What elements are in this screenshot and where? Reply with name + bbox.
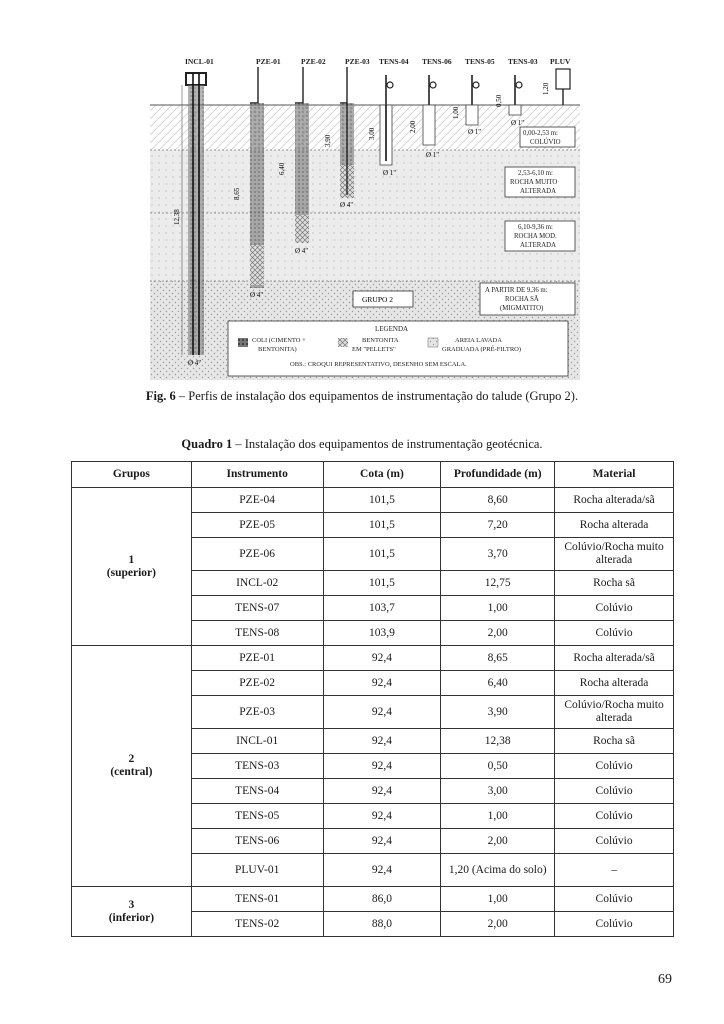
legend-item: EM "PELLETS" bbox=[352, 346, 396, 353]
material-cell: Colúvio bbox=[555, 804, 674, 829]
elevation-cell: 103,9 bbox=[323, 621, 441, 646]
instrument-cell: PZE-01 bbox=[191, 646, 323, 671]
elevation-cell: 88,0 bbox=[323, 912, 441, 937]
material-cell: Colúvio bbox=[555, 779, 674, 804]
layer-name: (MIGMATITO) bbox=[500, 305, 544, 312]
depth-cell: 1,20 (Acima do solo) bbox=[441, 854, 555, 887]
instrument-label: PZE-02 bbox=[301, 57, 326, 66]
table-row bbox=[72, 887, 674, 912]
elevation-cell: 103,7 bbox=[323, 596, 441, 621]
layer-name: ALTERADA bbox=[520, 242, 556, 249]
column-header: Profundidade (m) bbox=[441, 462, 555, 488]
column-header: Material bbox=[555, 462, 674, 488]
depth-label: 3,90 bbox=[324, 134, 332, 147]
legend-note: OBS.: CROQUI REPRESENTATIVO, DESENHO SEM ESCALA. bbox=[290, 361, 467, 368]
group-cell bbox=[72, 887, 192, 937]
legend-item: GRADUADA (PRÉ-FILTRO) bbox=[442, 346, 522, 353]
depth-cell: 1,00 bbox=[441, 596, 555, 621]
material-cell: Colúvio bbox=[555, 754, 674, 779]
instrument-cell: PZE-03 bbox=[191, 696, 323, 729]
figure-legend bbox=[228, 321, 568, 376]
depth-label: 1,00 bbox=[452, 106, 460, 119]
table-row bbox=[72, 646, 674, 671]
depth-cell: 2,00 bbox=[441, 621, 555, 646]
legend-item: COLI (CIMENTO + bbox=[252, 337, 306, 344]
elevation-cell: 101,5 bbox=[323, 488, 441, 513]
diameter-label: Ø 4" bbox=[295, 247, 309, 255]
depth-label: 6,40 bbox=[278, 162, 286, 175]
elevation-cell: 101,5 bbox=[323, 571, 441, 596]
instrument-cell: TENS-04 bbox=[191, 779, 323, 804]
material-cell: Rocha alterada/sã bbox=[555, 488, 674, 513]
instrument-label: PZE-03 bbox=[345, 57, 370, 66]
diameter-label: Ø 4" bbox=[340, 201, 354, 209]
elevation-cell: 92,4 bbox=[323, 671, 441, 696]
instrument-cell: INCL-01 bbox=[191, 729, 323, 754]
column-header: Instrumento bbox=[191, 462, 323, 488]
layer-range: 2,53-6,10 m: bbox=[518, 170, 553, 177]
material-cell: – bbox=[555, 854, 674, 887]
elevation-cell: 92,4 bbox=[323, 754, 441, 779]
material-cell: Colúvio bbox=[555, 887, 674, 912]
elevation-cell: 92,4 bbox=[323, 646, 441, 671]
sand-swatch-icon bbox=[428, 338, 438, 347]
table-header-row bbox=[72, 462, 674, 488]
instrument-cell: INCL-02 bbox=[191, 571, 323, 596]
instrument-cell: PZE-05 bbox=[191, 513, 323, 538]
elevation-cell: 92,4 bbox=[323, 854, 441, 887]
legend-item: AREIA LAVADA bbox=[455, 337, 502, 344]
group-subtitle: (central) bbox=[110, 766, 153, 778]
instrument-label: PZE-01 bbox=[256, 57, 281, 66]
depth-cell: 6,40 bbox=[441, 671, 555, 696]
material-cell: Colúvio bbox=[555, 829, 674, 854]
instrument-cell: TENS-06 bbox=[191, 829, 323, 854]
figure-caption bbox=[0, 389, 724, 404]
depth-cell: 12,38 bbox=[441, 729, 555, 754]
legend-item: BENTONITA) bbox=[258, 346, 297, 353]
instrumentation-table bbox=[71, 461, 674, 937]
instrument-label: TENS-06 bbox=[422, 57, 452, 66]
instrument-cell: TENS-05 bbox=[191, 804, 323, 829]
material-cell: Colúvio/Rocha muito alterada bbox=[555, 696, 674, 729]
group-cell bbox=[72, 488, 192, 646]
figure-caption-label: Fig. 6 bbox=[145, 389, 176, 403]
column-header: Cota (m) bbox=[323, 462, 441, 488]
elevation-cell: 92,4 bbox=[323, 696, 441, 729]
table-caption-label: Quadro 1 bbox=[181, 437, 233, 451]
material-cell: Colúvio bbox=[555, 912, 674, 937]
depth-cell: 3,70 bbox=[441, 538, 555, 571]
figure-caption-text: – Perfis de instalação dos equipamentos de instrumentação do talude (Grupo 2). bbox=[175, 389, 579, 403]
diameter-label: Ø 4" bbox=[250, 291, 264, 299]
instrument-label: TENS-04 bbox=[379, 57, 409, 66]
depth-label: 12,38 bbox=[173, 209, 181, 225]
material-cell: Rocha alterada/sã bbox=[555, 646, 674, 671]
instrument-cell: TENS-01 bbox=[191, 887, 323, 912]
group-number: 1 bbox=[128, 553, 135, 566]
layer-name: COLÚVIO bbox=[530, 139, 561, 146]
instrument-cell: PZE-02 bbox=[191, 671, 323, 696]
diameter-label: Ø 1" bbox=[511, 119, 525, 127]
layer-range: 0,00-2,53 m: bbox=[523, 130, 558, 137]
material-cell: Colúvio/Rocha muito alterada bbox=[555, 538, 674, 571]
group-subtitle: (inferior) bbox=[108, 911, 155, 924]
grout-swatch-icon bbox=[238, 338, 248, 347]
instrument-cell: TENS-02 bbox=[191, 912, 323, 937]
diameter-label: Ø 4" bbox=[188, 359, 202, 367]
layer-name: ALTERADA bbox=[520, 188, 556, 195]
instrument-cell: TENS-07 bbox=[191, 596, 323, 621]
material-cell: Colúvio bbox=[555, 596, 674, 621]
depth-cell: 1,00 bbox=[441, 804, 555, 829]
instrument-cell: TENS-03 bbox=[191, 754, 323, 779]
instrument-label: TENS-03 bbox=[508, 57, 538, 66]
layer-name: ROCHA MUITO bbox=[510, 179, 558, 186]
elevation-cell: 92,4 bbox=[323, 804, 441, 829]
diameter-label: Ø 1" bbox=[426, 151, 440, 159]
instrument-label: PLUV bbox=[550, 57, 571, 66]
group-cell bbox=[72, 646, 192, 887]
instrument-label: TENS-05 bbox=[465, 57, 495, 66]
page-number: 69 bbox=[658, 972, 672, 987]
depth-cell: 3,90 bbox=[441, 696, 555, 729]
elevation-cell: 86,0 bbox=[323, 887, 441, 912]
column-header: Grupos bbox=[72, 462, 192, 488]
instrument-cell: TENS-08 bbox=[191, 621, 323, 646]
depth-cell: 12,75 bbox=[441, 571, 555, 596]
layer-name: ROCHA SÃ bbox=[505, 296, 539, 303]
pluviometer bbox=[542, 69, 570, 105]
table-row bbox=[72, 488, 674, 513]
legend-item: BENTONITA bbox=[362, 337, 399, 344]
depth-cell: 1,00 bbox=[441, 887, 555, 912]
group-number: 2 bbox=[128, 753, 135, 765]
instrument-label: INCL-01 bbox=[185, 57, 214, 66]
depth-label: 0,50 bbox=[495, 94, 503, 107]
group-subtitle: (superior) bbox=[106, 566, 156, 579]
depth-label: 3,00 bbox=[368, 127, 376, 140]
elevation-cell: 92,4 bbox=[323, 829, 441, 854]
material-cell: Rocha sã bbox=[555, 571, 674, 596]
layer-range: A PARTIR DE 9,36 m: bbox=[485, 287, 548, 294]
depth-label: 8,65 bbox=[233, 187, 241, 200]
elevation-cell: 101,5 bbox=[323, 538, 441, 571]
elevation-cell: 92,4 bbox=[323, 779, 441, 804]
depth-cell: 8,65 bbox=[441, 646, 555, 671]
table-caption bbox=[0, 437, 724, 452]
bentonite-swatch-icon bbox=[338, 338, 348, 347]
depth-cell: 3,00 bbox=[441, 779, 555, 804]
layer-range: 6,10-9,36 m: bbox=[518, 224, 553, 231]
depth-cell: 0,50 bbox=[441, 754, 555, 779]
elevation-cell: 101,5 bbox=[323, 513, 441, 538]
diameter-label: Ø 1" bbox=[468, 128, 482, 136]
depth-cell: 8,60 bbox=[441, 488, 555, 513]
legend-title: LEGENDA bbox=[375, 325, 409, 333]
material-cell: Rocha sã bbox=[555, 729, 674, 754]
layer-name: ROCHA MOD. bbox=[514, 233, 557, 240]
group-number: 3 bbox=[128, 898, 135, 911]
instrument-cell: PZE-04 bbox=[191, 488, 323, 513]
depth-label: 2,00 bbox=[409, 120, 417, 133]
elevation-cell: 92,4 bbox=[323, 729, 441, 754]
diameter-label: Ø 1" bbox=[383, 169, 397, 177]
material-cell: Colúvio bbox=[555, 621, 674, 646]
depth-cell: 7,20 bbox=[441, 513, 555, 538]
instrumentation-profile-figure bbox=[150, 55, 580, 380]
instrument-cell: PZE-06 bbox=[191, 538, 323, 571]
depth-label: 1,20 bbox=[542, 82, 550, 95]
depth-cell: 2,00 bbox=[441, 829, 555, 854]
table-caption-text: – Instalação dos equipamentos de instrumentação geotécnica. bbox=[232, 437, 543, 451]
instrument-cell: PLUV-01 bbox=[191, 854, 323, 887]
depth-cell: 2,00 bbox=[441, 912, 555, 937]
material-cell: Rocha alterada bbox=[555, 671, 674, 696]
group-label: GRUPO 2 bbox=[362, 295, 394, 304]
material-cell: Rocha alterada bbox=[555, 513, 674, 538]
